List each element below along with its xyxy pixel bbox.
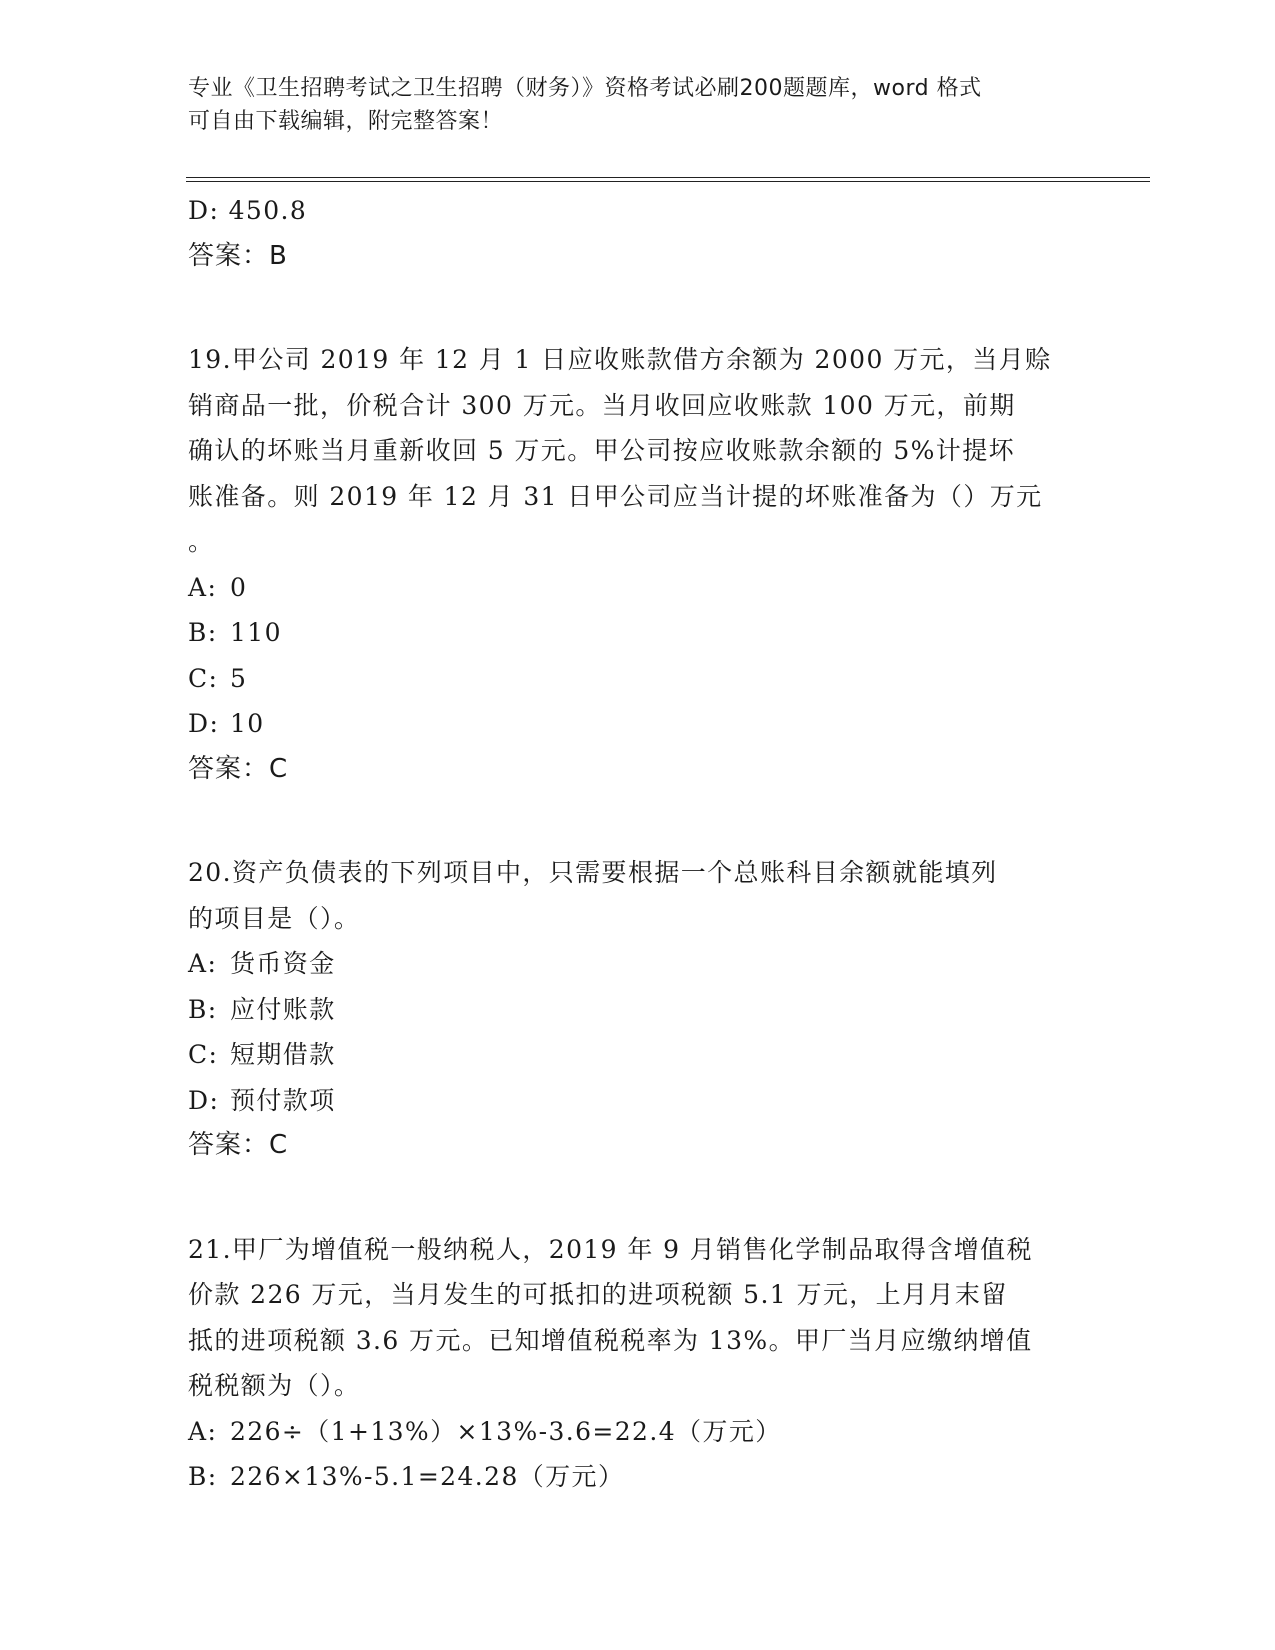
- header-title-line-2: 可自由下载编辑，附完整答案！: [188, 109, 504, 134]
- option-c: [188, 1032, 1088, 1078]
- option-text: 预付款项: [230, 1085, 336, 1115]
- stem-line: 21.甲厂为增值税一般纳税人，2019 年 9 月销售化学制品取得含增值税: [188, 1234, 1033, 1264]
- answer-line: 答案：B: [188, 240, 288, 271]
- option-key: D:: [188, 1085, 220, 1115]
- option-c: [188, 656, 1088, 702]
- question-21: [188, 1227, 1088, 1500]
- stem-line: 销商品一批，价税合计 300 万元。当月收回应收账款 100 万元，前期: [188, 390, 1016, 420]
- question-stem: [188, 1227, 1088, 1409]
- document-body: [188, 188, 1088, 1500]
- question-20: [188, 850, 1088, 1169]
- option-text: 短期借款: [230, 1040, 336, 1069]
- stem-line: 。: [188, 527, 215, 556]
- option-text: 货币资金: [230, 949, 336, 978]
- option-a: [188, 941, 1088, 987]
- page-header: [188, 72, 1078, 138]
- option-key: B:: [188, 994, 218, 1024]
- option-key: B:: [188, 618, 218, 647]
- option-d: [188, 1078, 1088, 1124]
- option-b: [188, 610, 1088, 656]
- stem-line: 确认的坏账当月重新收回 5 万元。甲公司按应收账款余额的 5%计提坏: [188, 436, 1016, 465]
- option-text: 0: [230, 572, 248, 602]
- stem-line: 税税额为（）。: [188, 1371, 361, 1400]
- option-key: C:: [188, 1040, 219, 1069]
- option-key: C:: [188, 663, 219, 693]
- option-b: [188, 1454, 1088, 1500]
- option-key: D:: [188, 709, 220, 738]
- header-title-line-1: 专业《卫生招聘考试之卫生招聘（财务）》资格考试必刷200题题库，word 格式: [188, 76, 982, 101]
- header-divider: [186, 177, 1150, 182]
- previous-question-tail: [188, 188, 1088, 279]
- option-text: 226÷（1+13%）×13%-3.6=22.4（万元）: [230, 1416, 782, 1446]
- question-stem: [188, 337, 1088, 565]
- option-d: D: 450.8: [188, 196, 308, 225]
- option-text: 5: [230, 663, 248, 693]
- option-d: [188, 701, 1088, 747]
- question-19: [188, 337, 1088, 792]
- option-a: [188, 565, 1088, 611]
- option-text: 10: [230, 709, 265, 738]
- option-b: [188, 987, 1088, 1033]
- option-key: A:: [188, 949, 218, 978]
- stem-line: 的项目是（）。: [188, 903, 361, 933]
- option-text: 110: [230, 618, 282, 647]
- option-text: 应付账款: [230, 994, 336, 1024]
- option-key: A:: [188, 1416, 218, 1446]
- stem-line: 20.资产负债表的下列项目中，只需要根据一个总账科目余额就能填列: [188, 858, 998, 887]
- option-a: [188, 1409, 1088, 1455]
- question-stem: [188, 850, 1088, 941]
- answer-line: 答案：C: [188, 753, 289, 784]
- option-key: A:: [188, 572, 218, 602]
- stem-line: 账准备。则 2019 年 12 月 31 日甲公司应当计提的坏账准备为（）万元: [188, 481, 1043, 511]
- option-text: 226×13%-5.1=24.28（万元）: [230, 1462, 625, 1491]
- answer-line: 答案：C: [188, 1130, 289, 1160]
- option-key: B:: [188, 1462, 218, 1491]
- stem-line: 价款 226 万元，当月发生的可抵扣的进项税额 5.1 万元，上月月末留: [188, 1280, 1008, 1309]
- stem-line: 19.甲公司 2019 年 12 月 1 日应收账款借方余额为 2000 万元，当月赊: [188, 345, 1052, 374]
- stem-line: 抵的进项税额 3.6 万元。已知增值税税率为 13%。甲厂当月应缴纳增值: [188, 1325, 1033, 1355]
